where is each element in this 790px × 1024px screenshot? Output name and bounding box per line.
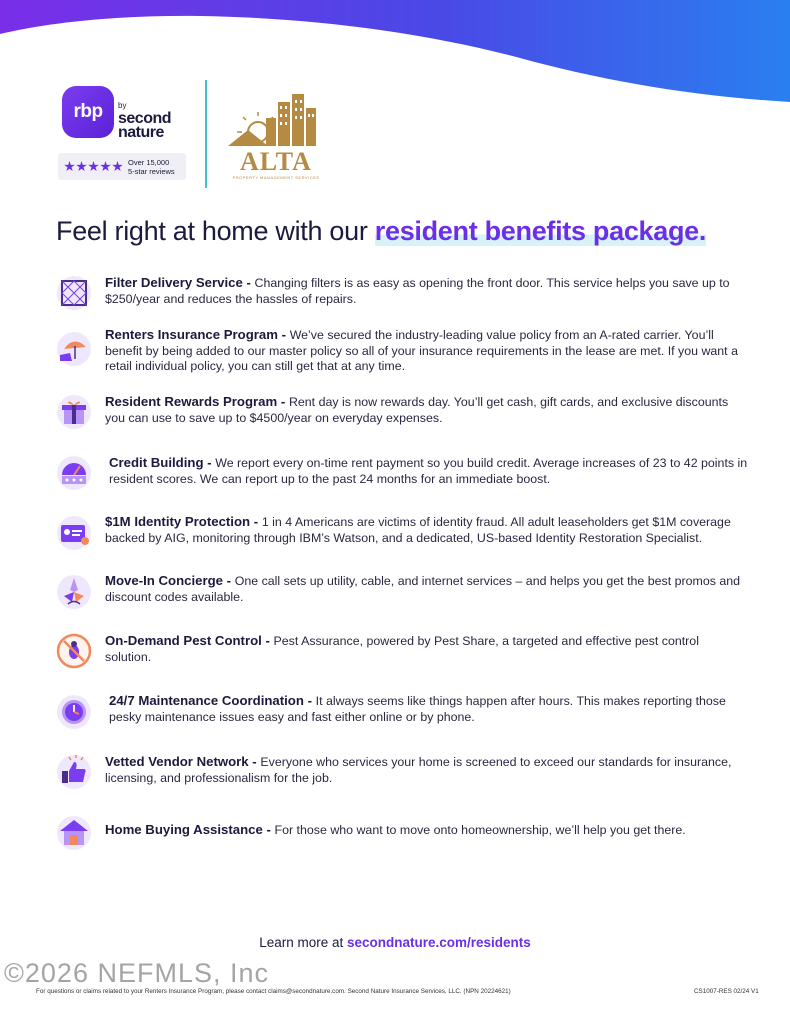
benefit-text: Rent day is now rewards day. You’ll get cash, gift cards, and exclusive discounts you can use to save up to $4500/year on everyday expenses. <box>105 395 729 425</box>
reviews-badge <box>58 153 186 180</box>
house-icon <box>56 815 92 851</box>
gift-icon <box>56 394 92 430</box>
benefit-text: 1 in 4 Americans are victims of identity fraud. All adult leaseholders get $1M coverage backed by AIG, monitoring through IBM’s Watson, and a dedicated, US-based Identity Restoration Specialist. <box>105 515 731 545</box>
learn-more <box>0 935 790 950</box>
benefit-title: Filter Delivery Service - <box>105 275 255 290</box>
benefit-text: We’ve secured the industry-leading value policy from an A-rated carrier. You’ll benefit by being added to our master policy so all of your insurance requirements in the lease are met. If you want a retail individual policy, you can still get that at any time. <box>105 328 738 373</box>
learn-more-prefix: Learn more at <box>259 935 347 950</box>
second-nature-logo <box>118 100 171 140</box>
page-headline <box>56 216 706 247</box>
header-wave <box>0 0 790 110</box>
benefit-text: For those who want to move onto homeownership, we’ll help you get there. <box>274 823 686 837</box>
benefit-title: Credit Building - <box>109 455 216 470</box>
credit-gauge-icon <box>56 455 92 491</box>
alta-subtitle: PROPERTY MANAGEMENT SERVICES <box>232 175 320 180</box>
headline-highlight: resident benefits package. <box>374 216 707 246</box>
benefit-text: Everyone who services your home is screened to exceed our standards for insurance, licensing, and professionalism for the job. <box>105 755 732 785</box>
headline-plain: Feel right at home with our <box>56 216 375 246</box>
benefit-title: Vetted Vendor Network - <box>105 754 261 769</box>
learn-more-link[interactable]: secondnature.com/residents <box>346 935 531 950</box>
no-bug-icon <box>56 633 92 669</box>
identity-card-icon <box>56 515 92 551</box>
footer-disclaimer: For questions or claims related to your Renters Insurance Program, please contact claims@secondnature.com. Second Nature Insurance Services, LLC. (NPN 20224621) <box>36 988 511 995</box>
second-nature-line2: nature <box>118 124 164 141</box>
rbp-logo: rbp <box>62 86 114 138</box>
benefit-title: $1M Identity Protection - <box>105 514 262 529</box>
benefit-title: On-Demand Pest Control - <box>105 633 274 648</box>
document-code: CS1007-RES 02/24 V1 <box>694 988 759 995</box>
five-stars-icon <box>64 161 123 172</box>
by-label: by <box>118 101 127 110</box>
benefit-text: Pest Assurance, powered by Pest Share, a targeted and effective pest control solution. <box>105 634 699 664</box>
second-nature-line1: second <box>118 110 172 127</box>
mls-watermark: ©2026 NEFMLS, Inc <box>4 958 269 988</box>
benefit-text: One call sets up utility, cable, and internet services – and helps you get the best promos and discount codes available. <box>105 574 741 604</box>
umbrella-icon <box>56 331 92 367</box>
filter-icon <box>56 275 92 311</box>
benefit-title: Home Buying Assistance - <box>105 822 275 837</box>
benefit-title: Renters Insurance Program - <box>105 327 290 342</box>
thumbs-up-icon <box>56 754 92 790</box>
logo-divider <box>205 80 207 188</box>
reviews-label: 5-star reviews <box>128 166 175 176</box>
benefit-title: Move-In Concierge - <box>105 573 235 588</box>
reviews-count: Over 15,000 <box>128 157 170 167</box>
benefit-text: It always seems like things happen after hours. This makes reporting those pesky maintenance issues easy and fast either online or by phone. <box>109 694 726 724</box>
alta-wordmark: ALTA <box>240 147 312 176</box>
clock-icon <box>56 694 92 730</box>
utilities-icon <box>56 574 92 610</box>
benefit-title: Resident Rewards Program - <box>105 394 289 409</box>
benefit-text: We report every on-time rent payment so you build credit. Average increases of 23 to 42 points in resident scores. We can report up to the past 24 months for an immediate boost. <box>109 456 748 486</box>
benefit-title: 24/7 Maintenance Coordination - <box>109 693 316 708</box>
benefit-text: Changing filters is as easy as opening the front door. This service helps you save up to $250/year and reduces the hassles of repairs. <box>105 276 730 306</box>
